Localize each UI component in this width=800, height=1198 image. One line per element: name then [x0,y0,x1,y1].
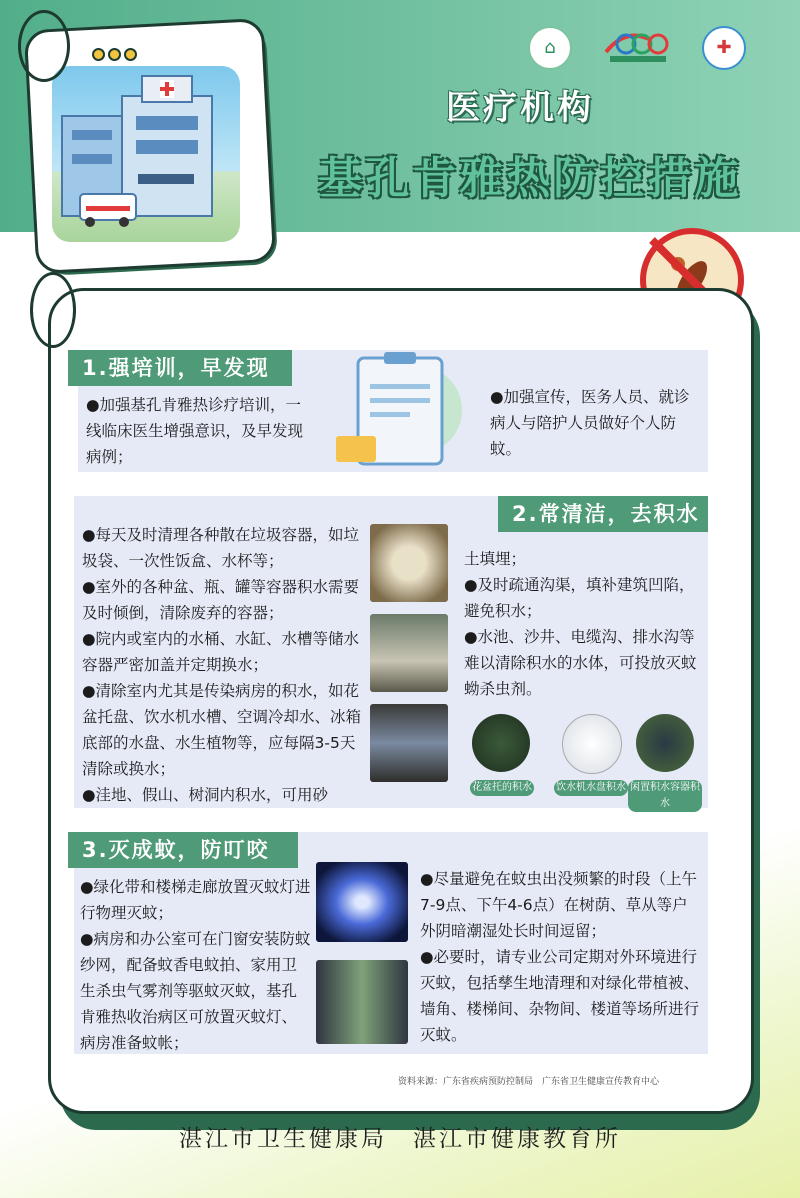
section2-left-list [82,522,368,808]
binder-ring-top [18,10,70,82]
list-item: ●及时疏通沟渠，填补建筑凹陷，避免积水； [464,576,695,620]
clipboard-icon [318,350,468,468]
caption-dispenser: 饮水机水盘积水 [554,780,628,796]
health-education-logo-icon: ✚ [702,26,746,70]
section2-tag: 2.常清洁，去积水 [498,496,708,532]
water-dispenser-photo [562,714,622,774]
hospital-illustration [52,66,240,242]
list-item: ●每天及时清理各种散在垃圾容器，如垃圾袋、一次性饭盒、水杯等； [82,526,360,570]
house-logo-icon: ⌂ [528,26,572,70]
section3-tag: 3.灭成蚊，防叮咬 [68,832,298,868]
water-bottles-photo [370,704,448,782]
section3-left-list [80,874,312,1056]
caption-flowerpot: 花盆托的积水 [470,780,534,796]
list-item: ●绿化带和楼梯走廊放置灭蚊灯进行物理灭蚊； [80,878,311,922]
flowerpot-photo [472,714,530,772]
trash-container-photo [370,524,448,602]
title-line-1: 医疗机构 [446,88,594,128]
source-note: 资料来源：广东省疾病预防控制局 广东省卫生健康宣传教育中心 [398,1077,660,1087]
mosquito-lamp-photo [316,862,408,942]
list-item: ●病房和办公室可在门窗安装防蚊纱网，配备蚊香电蚊拍、家用卫生杀虫气雾剂等驱蚊灭蚊，基孔肯雅热收治病区可放置灭蚊灯、病房准备蚊帐； [80,930,311,1052]
section1-right-text: ●加强宣传，医务人员、就诊病人与陪护人员做好个人防蚊。 [490,388,690,458]
card-dots-icon [92,46,137,65]
section3-right-list [420,866,700,1048]
screen-door-photo [316,960,408,1044]
list-item: 土填埋； [464,550,527,568]
title-line-2: 基孔肯雅热防控措施 [318,153,742,204]
footer-issuer: 湛江市卫生健康局 湛江市健康教育所 [179,1126,621,1152]
list-item: ●清除室内尤其是传染病房的积水，如花盆托盘、饮水机水槽、空调冷却水、冰箱底部的水盘、水生植物等，应每隔3-5天清除或换水； [82,682,362,778]
list-item: ●洼地、假山、树洞内积水，可用砂 [82,786,329,804]
section2-right-list [464,546,700,702]
section1-left-text: ●加强基孔肯雅热诊疗培训，一线临床医生增强意识，及早发现病例； [86,396,304,466]
list-item: ●必要时，请专业公司定期对外环境进行灭蚊，包括孳生地清理和对绿化带植被、墙角、楼梯间、杂物间、楼道等场所进行灭蚊。 [420,948,700,1044]
list-item: ●院内或室内的水桶、水缸、水槽等储水容器严密加盖并定期换水； [82,630,360,674]
list-item: ●尽量避免在蚊虫出没频繁的时段（上午7-9点、下午4-6点）在树荫、草从等户外阴暗潮湿处长时间逗留； [420,870,698,940]
list-item: ●室外的各种盆、瓶、罐等容器积水需要及时倾倒，清除废弃的容器； [82,578,360,622]
section1-tag: 1.强培训，早发现 [68,350,292,386]
binder-ring-main [30,272,76,348]
buckets-photo [370,614,448,692]
idle-container-photo [636,714,694,772]
health-city-logo-icon [596,22,676,66]
list-item: ●水池、沙井、电缆沟、排水沟等难以清除积水的水体，可投放灭蚊蚴杀虫剂。 [464,628,697,698]
caption-idle-container: 闲置积水容器积水 [628,780,702,812]
